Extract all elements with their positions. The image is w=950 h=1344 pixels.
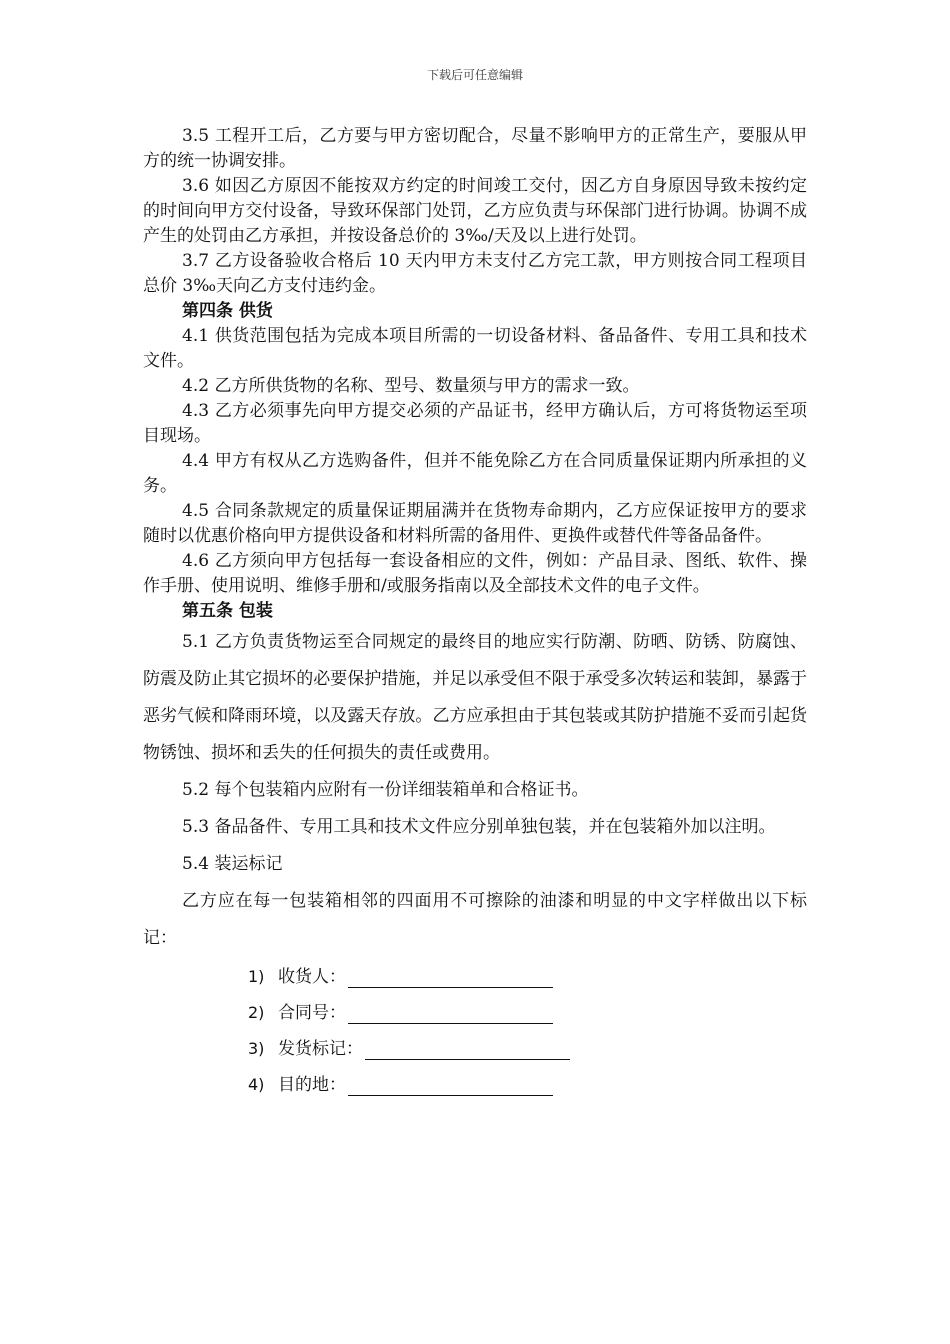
blank-line (365, 1039, 570, 1060)
clause-3-5: 3.5 工程开工后，乙方要与甲方密切配合，尽量不影响甲方的正常生产，要服从甲方的统一协调安排。 (143, 126, 807, 171)
marking-number: 4) (248, 1075, 265, 1094)
marking-label: 发货标记： (278, 1039, 363, 1059)
marking-number: 2) (248, 1003, 265, 1022)
clause-5-1: 5.1 乙方负责货物运至合同规定的最终目的地应实行防潮、防晒、防锈、防腐蚀、防震及防止其它损坏的必要保护措施，并足以承受但不限于承受多次转运和装卸，暴露于恶劣气候和降雨环境，以及露天存放。乙方应承担由于其包装或其防护措施不妥而引起货物锈蚀、损坏和丢失的任何损失的责任或费用。 (143, 632, 807, 763)
clause-5-4: 5.4 装运标记 (182, 854, 283, 874)
clause-4-6: 4.6 乙方须向甲方包括每一套设备相应的文件，例如：产品目录、图纸、软件、操作手册、使用说明、维修手册和/或服务指南以及全部技术文件的电子文件。 (143, 551, 807, 596)
clause-5-2: 5.2 每个包装箱内应附有一份详细装箱单和合格证书。 (182, 780, 589, 800)
blank-line (348, 1075, 553, 1096)
marking-instruction: 乙方应在每一包装箱相邻的四面用不可擦除的油漆和明显的中文字样做出以下标记： (143, 891, 807, 948)
clause-5-3: 5.3 备品备件、专用工具和技术文件应分别单独包装，并在包装箱外加以注明。 (182, 817, 776, 837)
blank-line (348, 1003, 553, 1024)
marking-item-destination (248, 1067, 807, 1103)
section-5-heading: 第五条 包装 (182, 601, 273, 621)
clause-4-1: 4.1 供货范围包括为完成本项目所需的一切设备材料、备品备件、专用工具和技术文件。 (143, 326, 807, 371)
clause-4-3: 4.3 乙方必须事先向甲方提交必须的产品证书，经甲方确认后，方可将货物运至项目现场。 (143, 401, 807, 446)
marking-number: 1) (248, 967, 265, 986)
marking-label: 合同号： (278, 1003, 346, 1023)
page-header: 下载后可任意编辑 (426, 68, 523, 82)
clause-4-5: 4.5 合同条款规定的质量保证期届满并在货物寿命期内，乙方应保证按甲方的要求随时以优惠价格向甲方提供设备和材料所需的备用件、更换件或替代件等备品备件。 (143, 501, 807, 546)
marking-item-contract-number (248, 995, 807, 1031)
section-4-heading: 第四条 供货 (182, 301, 273, 321)
marking-label: 目的地： (278, 1075, 346, 1095)
clause-3-6: 3.6 如因乙方原因不能按双方约定的时间竣工交付，因乙方自身原因导致未按约定的时间向甲方交付设备，导致环保部门处罚，乙方应负责与环保部门进行协调。协调不成产生的处罚由乙方承担，并按设备总价的 3‰/天及以上进行处罚。 (143, 176, 807, 246)
marking-label: 收货人： (278, 967, 346, 987)
document-body (143, 124, 807, 1103)
marking-list (143, 959, 807, 1103)
clause-4-2: 4.2 乙方所供货物的名称、型号、数量须与甲方的需求一致。 (182, 376, 640, 396)
clause-4-4: 4.4 甲方有权从乙方选购备件，但并不能免除乙方在合同质量保证期内所承担的义务。 (143, 451, 807, 496)
marking-item-shipping-mark (248, 1031, 807, 1067)
marking-number: 3) (248, 1039, 265, 1058)
clause-3-7: 3.7 乙方设备验收合格后 10 天内甲方未支付乙方完工款，甲方则按合同工程项目总价 3‰天向乙方支付违约金。 (143, 251, 807, 296)
marking-item-consignee (248, 959, 807, 995)
blank-line (348, 967, 553, 988)
